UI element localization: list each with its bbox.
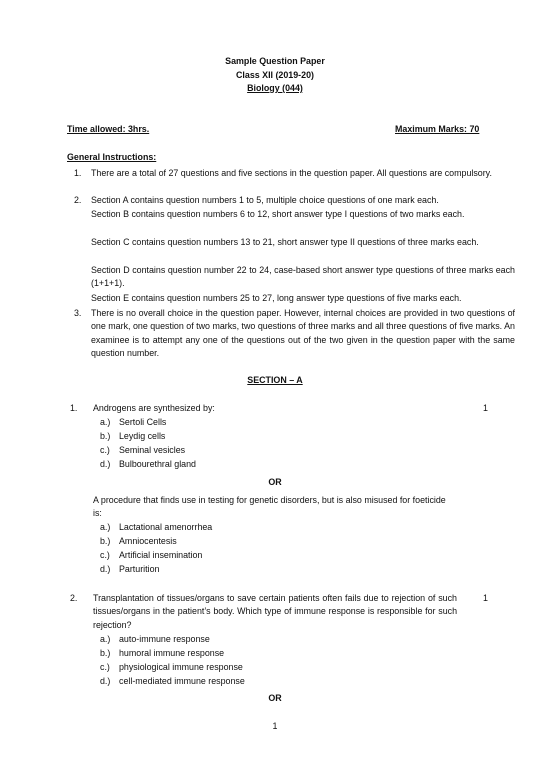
option-label: b.)	[100, 536, 111, 546]
page-number: 1	[272, 721, 278, 731]
option-text: Artificial insemination	[119, 550, 203, 560]
subject-line: Biology (044)	[247, 83, 303, 93]
option-label: b.)	[100, 648, 111, 658]
instruction-number: 1.	[74, 168, 82, 178]
option-text: Bulbourethral gland	[119, 459, 196, 469]
option-label: a.)	[100, 522, 111, 532]
question-number: 2.	[70, 593, 78, 603]
or-separator: OR	[268, 477, 282, 487]
option-text: Parturition	[119, 564, 160, 574]
option-text: auto-immune response	[119, 634, 210, 644]
instruction-text: Section C contains question numbers 13 to 21, short answer type II questions of three marks each.	[91, 237, 479, 247]
option-text: Amniocentesis	[119, 536, 177, 546]
or-separator: OR	[268, 693, 282, 703]
time-allowed: Time allowed: 3hrs.	[67, 124, 150, 134]
paper-title: Sample Question Paper	[225, 56, 325, 66]
option-label: d.)	[100, 459, 111, 469]
option-label: d.)	[100, 676, 111, 686]
instruction-number: 2.	[74, 195, 82, 205]
option-label: b.)	[100, 431, 111, 441]
question-text: A procedure that finds use in testing for genetic disorders, but is also misused for foeticide is:	[93, 495, 446, 519]
option-label: c.)	[100, 662, 110, 672]
option-label: d.)	[100, 564, 111, 574]
question-text: Transplantation of tissues/organs to save certain patients often fails due to rejection of such tissues/organs in the patient’s body. Which type of immune response is responsible for such rejection?	[93, 593, 457, 630]
question-marks: 1	[483, 593, 488, 603]
instruction-text: Section E contains question numbers 25 to 27, long answer type questions of five marks each.	[91, 293, 462, 303]
instruction-text: Section A contains question numbers 1 to 5, multiple choice questions of one mark each.	[91, 195, 439, 205]
option-text: cell-mediated immune response	[119, 676, 245, 686]
instruction-text: Section B contains question numbers 6 to 12, short answer type I questions of two marks each.	[91, 209, 465, 219]
instruction-text: Section D contains question number 22 to 24, case-based short answer type questions of three marks each (1+1+1).	[91, 265, 515, 289]
option-text: Seminal vesicles	[119, 445, 186, 455]
option-text: Lactational amenorrhea	[119, 522, 213, 532]
question-marks: 1	[483, 403, 488, 413]
instructions-heading: General Instructions:	[67, 152, 157, 162]
class-line: Class XII (2019-20)	[236, 70, 314, 80]
option-text: humoral immune response	[119, 648, 225, 658]
option-text: Leydig cells	[119, 431, 166, 441]
question-number: 1.	[70, 403, 78, 413]
maximum-marks: Maximum Marks: 70	[395, 124, 480, 134]
option-label: c.)	[100, 550, 110, 560]
question-text: Androgens are synthesized by:	[93, 403, 215, 413]
option-label: a.)	[100, 634, 111, 644]
option-text: physiological immune response	[119, 662, 243, 672]
instruction-text: There are a total of 27 questions and five sections in the question paper. All questions are compulsory.	[91, 168, 492, 178]
option-label: c.)	[100, 445, 110, 455]
option-label: a.)	[100, 417, 111, 427]
section-a-heading: SECTION – A	[247, 375, 303, 385]
option-text: Sertoli Cells	[119, 417, 167, 427]
instruction-text: There is no overall choice in the question paper. However, internal choices are provided in two questions of one mark, one question of two marks, two questions of three marks and all three questions of five marks. An examinee is to attempt any one of the questions out of the two given in the question paper with the same question number.	[91, 308, 515, 359]
instruction-number: 3.	[74, 308, 82, 318]
